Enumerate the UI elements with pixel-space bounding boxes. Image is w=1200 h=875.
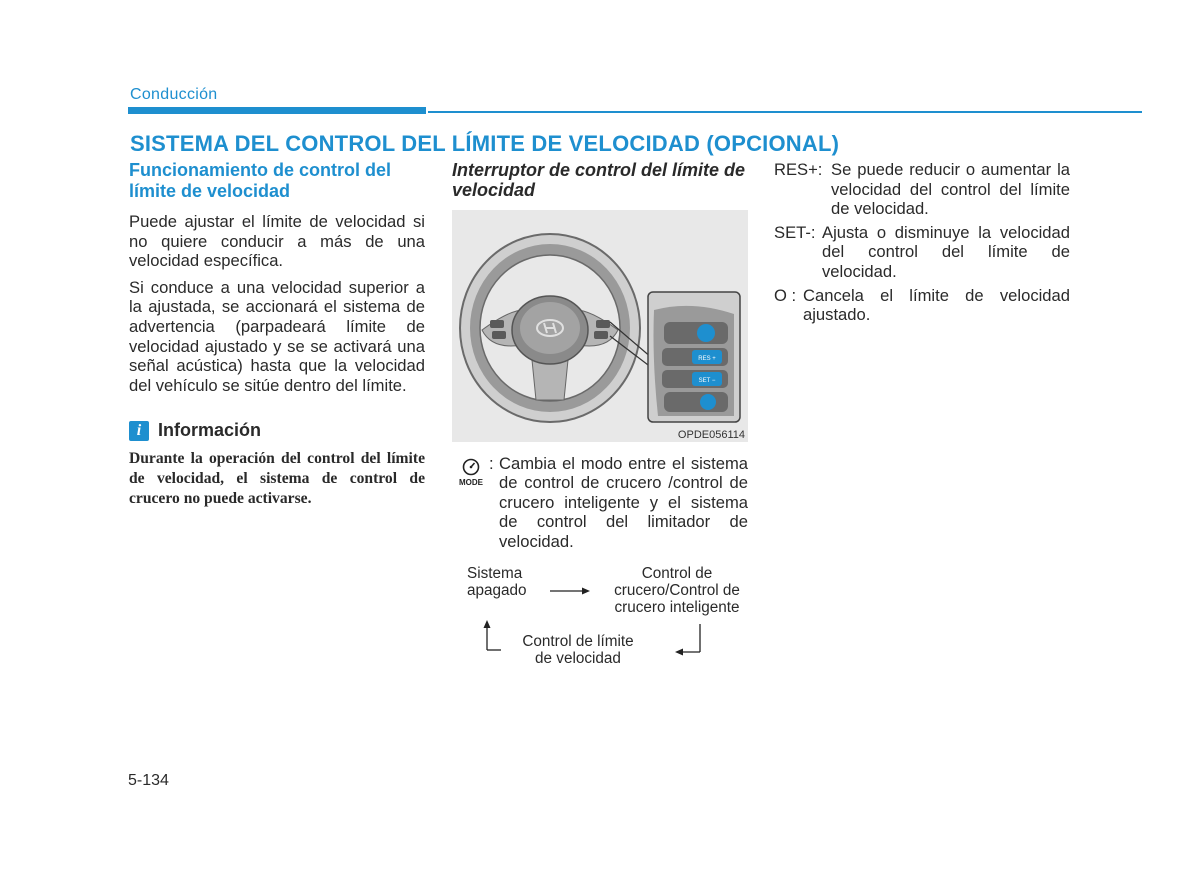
arrow-down-left-icon bbox=[675, 624, 700, 656]
steering-wheel-illustration bbox=[452, 210, 748, 442]
definition-term: SET-: bbox=[774, 222, 816, 242]
set-button-label: SET − bbox=[698, 378, 716, 384]
steering-wheel-figure bbox=[452, 210, 748, 442]
page-number: 5-134 bbox=[128, 772, 169, 789]
definition-term: O : bbox=[774, 285, 797, 305]
paragraph: Si conduce a una velocidad superior a la ajustada, se accionará el sistema de advertencia (parpadeará límite de velocidad ajustado y se se activará una señal acústica) hasta que la velocidad del vehículo se sitúe dentro del límite. bbox=[129, 277, 425, 395]
info-title: Información bbox=[158, 420, 262, 441]
definition-text: Ajusta o disminuye la velocidad del control del límite de velocidad. bbox=[822, 222, 1070, 281]
mode-icon-label: MODE bbox=[459, 478, 483, 487]
column-left bbox=[129, 160, 425, 509]
section-label: Conducción bbox=[130, 86, 218, 103]
definition-text: Se puede reducir o aumentar la velocidad del control del límite de velocidad. bbox=[831, 160, 1070, 219]
definition-set bbox=[774, 223, 1070, 282]
definition-text: Cancela el límite de velocidad ajustado. bbox=[803, 285, 1070, 325]
mode-flow-diagram bbox=[452, 564, 748, 674]
flow-system-off: Sistema apagado bbox=[467, 565, 527, 599]
page-title: SISTEMA DEL CONTROL DEL LÍMITE DE VELOCIDAD (OPCIONAL) bbox=[130, 131, 840, 156]
info-text: Durante la operación del control del límite de velocidad, el sistema de control de crucero no puede activarse. bbox=[129, 450, 425, 507]
definition-res bbox=[774, 160, 1070, 219]
mode-colon: : bbox=[489, 454, 494, 473]
section-heading: Funcionamiento de control del límite de velocidad bbox=[129, 160, 392, 201]
info-header bbox=[129, 420, 425, 441]
definition-term: RES+: bbox=[774, 160, 823, 179]
speedometer-mode-icon bbox=[454, 456, 488, 490]
column-right bbox=[774, 160, 1070, 329]
arrow-up-icon bbox=[484, 620, 502, 650]
figure-caption: OPDE056114 bbox=[677, 429, 745, 441]
flow-cruise-control: Control de crucero/Control de crucero inteligente bbox=[614, 565, 740, 616]
definition-cancel bbox=[774, 286, 1070, 325]
res-button-label: RES + bbox=[698, 356, 716, 362]
column-middle bbox=[452, 160, 748, 667]
info-icon: i bbox=[129, 421, 149, 441]
subsection-heading: Interruptor de control del límite de velocidad bbox=[452, 160, 746, 200]
paragraph: Puede ajustar el límite de velocidad si no quiere conducir a más de una velocidad específica. bbox=[129, 212, 425, 271]
flow-speed-limit: Control de límite de velocidad bbox=[522, 633, 634, 667]
flow-arrows bbox=[452, 564, 748, 674]
mode-text: Cambia el modo entre el sistema de control de crucero /control de crucero inteligente y el sistema de control del limitador de velocidad. bbox=[499, 454, 748, 551]
header-bar-thick bbox=[128, 107, 426, 114]
header-bar-thin bbox=[428, 111, 1142, 113]
arrow-right-icon bbox=[550, 588, 590, 595]
